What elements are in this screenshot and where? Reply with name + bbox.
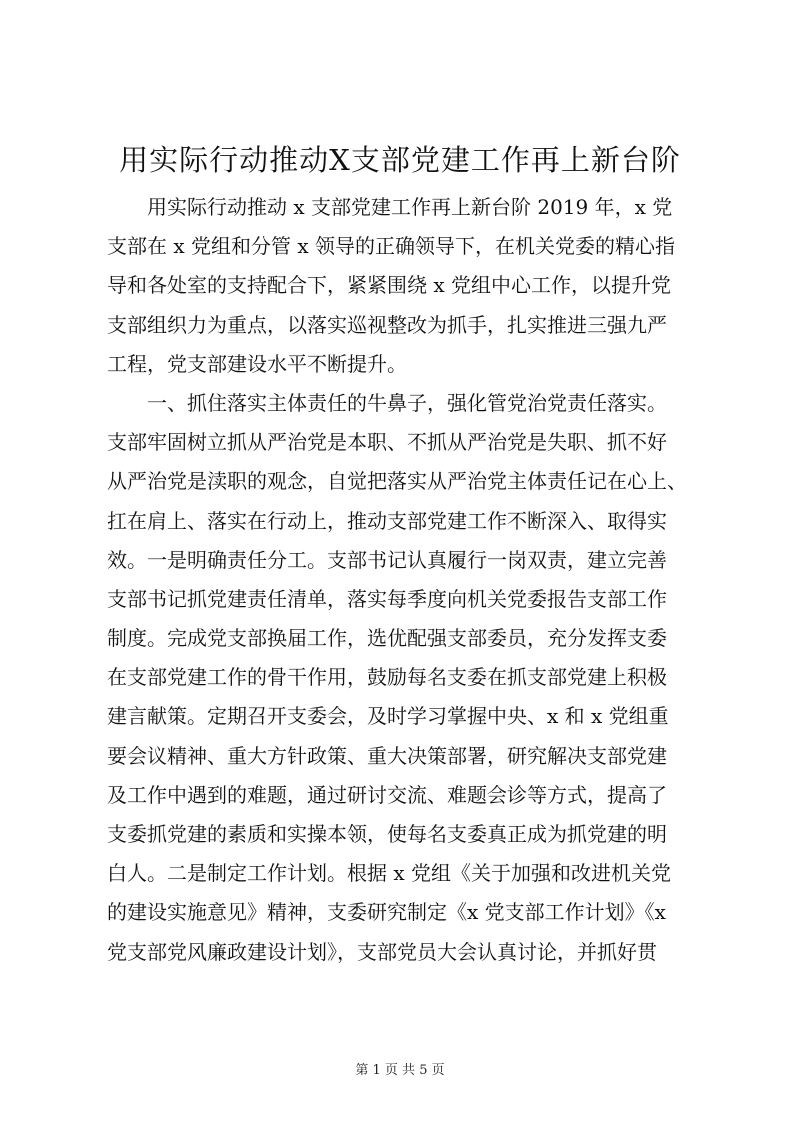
paragraph-2-line: 支委抓党建的素质和实操本领，使每名支委真正成为抓党建的明	[107, 822, 667, 846]
paragraph-2-line: 及工作中遇到的难题，通过研讨交流、难题会诊等方式，提高了	[107, 782, 667, 807]
document-body	[107, 188, 703, 972]
paragraph-2-line: 从严治党是渎职的观念，自觉把落实从严治党主体责任记在心上、	[107, 469, 687, 494]
paragraph-1-line: 工程，党支部建设水平不断提升。	[107, 351, 407, 376]
paragraph-1-line: 支部在 x 党组和分管 x 领导的正确领导下，在机关党委的精心指	[107, 234, 675, 259]
paragraph-2-line: 党支部党风廉政建设计划》，支部党员大会认真讨论，并抓好贯	[107, 939, 657, 964]
paragraph-1-line: 用实际行动推动 x 支部党建工作再上新台阶 2019 年，x 党	[147, 195, 673, 219]
paragraph-2-line: 支部牢固树立抓从严治党是本职、不抓从严治党是失职、抓不好	[107, 430, 667, 455]
paragraph-2-line: 的建设实施意见》精神，支委研究制定《x 党支部工作计划》《x	[107, 900, 666, 925]
paragraph-2-line: 白人。二是制定工作计划。根据 x 党组《关于加强和改进机关党	[107, 861, 671, 886]
paragraph-2-line: 制度。完成党支部换届工作，选优配强支部委员，充分发挥支委	[107, 626, 667, 651]
document-title: 用实际行动推动X支部党建工作再上新台阶	[119, 143, 681, 177]
paragraph-2-line: 建言献策。定期召开支委会，及时学习掌握中央、x 和 x 党组重	[107, 704, 669, 729]
paragraph-1-line: 支部组织力为重点，以落实巡视整改为抓手，扎实推进三强九严	[107, 312, 667, 337]
paragraph-2-line: 在支部党建工作的骨干作用，鼓励每名支委在抓支部党建上积极	[107, 665, 667, 690]
paragraph-1-line: 导和各处室的支持配合下，紧紧围绕 x 党组中心工作，以提升党	[107, 273, 671, 298]
paragraph-2-line: 一、抓住落实主体责任的牛鼻子，强化管党治党责任落实。	[147, 390, 667, 415]
paragraph-2-line: 扛在肩上、落实在行动上，推动支部党建工作不断深入、取得实	[107, 508, 667, 533]
page-footer: 第 1 页 共 5 页	[355, 1063, 445, 1078]
paragraph-2-line: 效。一是明确责任分工。支部书记认真履行一岗双责，建立完善	[107, 547, 667, 572]
paragraph-2-line: 支部书记抓党建责任清单，落实每季度向机关党委报告支部工作	[107, 586, 667, 611]
paragraph-2-line: 要会议精神、重大方针政策、重大决策部署，研究解决支部党建	[107, 743, 667, 768]
